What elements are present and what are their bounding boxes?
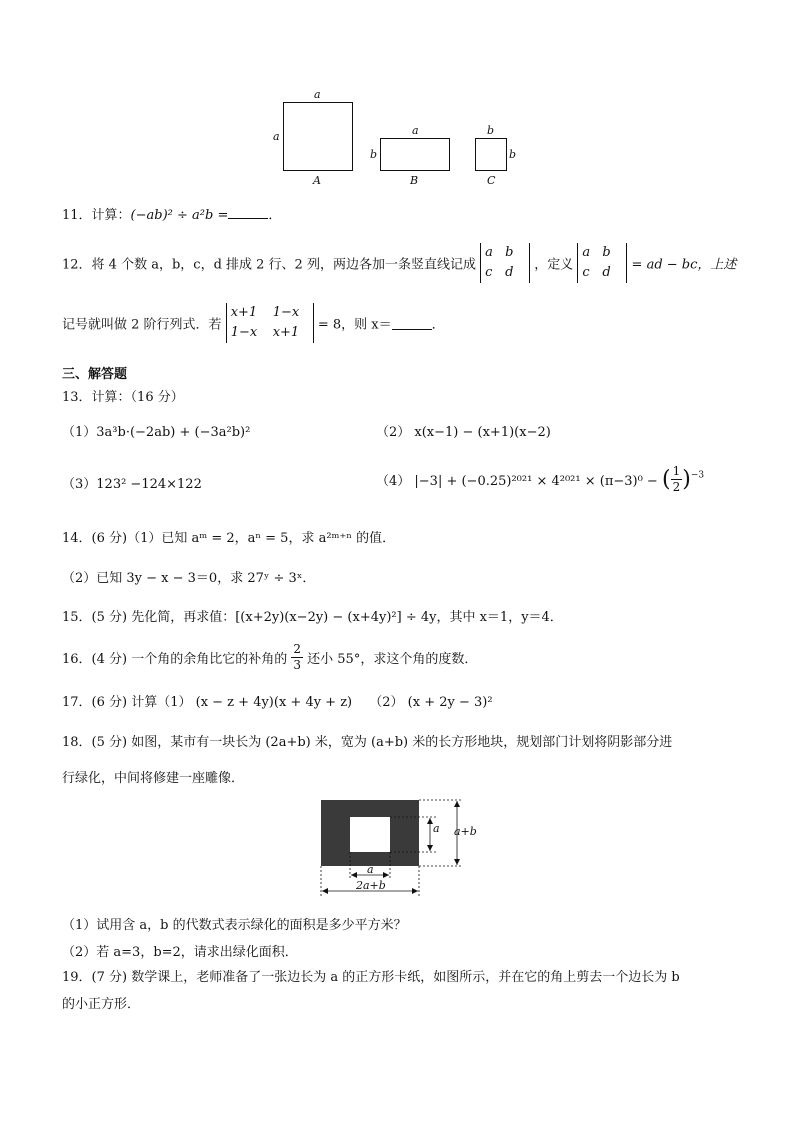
det1-a: a <box>485 245 493 260</box>
fig-label-a-horizontal: a <box>367 863 374 876</box>
rect-b-caption: B <box>410 174 419 187</box>
fig-label-2a-plus-b: 2a+b <box>356 879 386 892</box>
rect-c-top-label: b <box>487 124 495 137</box>
det2-d: d <box>602 265 611 280</box>
q13-part1: （1）3a³b·(−2ab) + (−3a²b)² <box>62 425 251 440</box>
rect-a <box>283 102 353 171</box>
det1-d: d <box>505 265 514 280</box>
det1-b: b <box>505 245 514 260</box>
rect-c-caption: C <box>487 174 496 187</box>
question-12-line1 <box>62 243 736 283</box>
dimension-lines <box>310 795 490 905</box>
q16-pre: 16．(4 分) 一个角的余角比它的补角的 <box>62 652 288 667</box>
q18-line1: 18．(5 分) 如图，某市有一块长为 (2a+b) 米，宽为 (a+b) 米的长方形地块，规划部门计划将阴影部分进 <box>62 735 673 750</box>
q13-part4 <box>376 464 704 495</box>
det3-b: 1−x <box>272 305 300 320</box>
frac-den: 2 <box>672 480 681 494</box>
q12-determinant-1 <box>480 243 530 283</box>
q11-answer-blank[interactable] <box>228 206 268 219</box>
q16-den: 3 <box>293 658 302 672</box>
q14-line2: （2）已知 3y − x − 3＝0，求 27ʸ ÷ 3ˣ． <box>62 571 316 586</box>
det3-a: x+1 <box>230 305 258 320</box>
q13-part3: （3）123² −124×122 <box>62 477 202 492</box>
q18-line2: 行绿化，中间将修建一座雕像． <box>62 771 245 786</box>
q12-line1-text: 12．将 4 个数 a，b，c，d 排成 2 行、2 列，两边各加一条竖直线记成 <box>62 257 476 273</box>
question-11 <box>62 204 281 223</box>
q11-number: 11．计算： <box>62 208 131 223</box>
frac-num: 1 <box>672 464 681 478</box>
q13-part4-fraction <box>671 464 683 495</box>
q12-end: ． <box>431 317 445 333</box>
question-17: 17．(6 分) 计算（1） (x − z + 4y)(x + 4y + z) （2） (x + 2y − 3)² <box>62 695 493 710</box>
rect-a-top-label: a <box>314 88 321 101</box>
q16-post: 还小 55°，求这个角的度数． <box>307 652 478 667</box>
det2-c: c <box>582 265 590 280</box>
det1-c: c <box>485 265 493 280</box>
q12-determinant-3 <box>226 303 314 343</box>
q13-part2: （2） x(x−1) − (x+1)(x−2) <box>376 425 551 440</box>
q14-line1: 14．(6 分)（1）已知 aᵐ = 2，aⁿ = 5，求 a²ᵐ⁺ⁿ 的值． <box>62 531 396 546</box>
det2-a: a <box>582 245 591 260</box>
rect-b <box>380 138 450 171</box>
det3-c: 1−x <box>230 325 258 340</box>
q11-expression: (−ab)² ÷ a²b = <box>130 208 229 223</box>
rect-b-side-label: b <box>370 148 378 161</box>
q13-part4-rparen: ) <box>682 467 691 492</box>
rect-c-side-label: b <box>509 148 517 161</box>
rect-c <box>475 138 507 171</box>
q16-fraction <box>291 642 303 673</box>
rect-a-caption: A <box>313 174 321 187</box>
q19-line2: 的小正方形． <box>62 997 141 1012</box>
q18-sub1: （1）试用含 a，b 的代数式表示绿化的面积是多少平方米？ <box>62 918 407 933</box>
q12-equation: = 8，则 x＝ <box>317 317 392 333</box>
q12-define-result: = ad − bc，上述 <box>631 257 737 273</box>
q12-answer-blank[interactable] <box>392 317 432 330</box>
rect-b-top-label: a <box>412 124 419 137</box>
q13-title: 13．计算：（16 分） <box>62 390 184 405</box>
q19-line1: 19．(7 分) 数学课上，老师准备了一张边长为 a 的正方形卡纸，如图所示，并在它的角上剪去一个边长为 b <box>62 970 680 985</box>
section-heading: 三、解答题 <box>62 367 128 382</box>
q13-part4-lparen: ( <box>661 467 671 492</box>
q11-end: ． <box>268 208 282 223</box>
det3-d: x+1 <box>272 325 300 340</box>
q13-part4-exponent: −3 <box>690 470 705 481</box>
q13-part4-expr: （4） |−3| + (−0.25)²⁰²¹ × 4²⁰²¹ × (π−3)⁰ − <box>376 474 658 489</box>
question-16 <box>62 642 477 673</box>
q12-determinant-2 <box>577 243 627 283</box>
question-12-line2 <box>62 303 445 343</box>
q12-define-text: ，定义 <box>534 257 574 273</box>
q16-num: 2 <box>293 642 302 656</box>
q18-sub2: （2）若 a=3，b=2，请求出绿化面积． <box>62 945 298 960</box>
question-15: 15．(5 分) 先化简，再求值：[(x+2y)(x−2y) − (x+4y)²] ÷ 4y，其中 x＝1，y＝4． <box>62 610 563 625</box>
fig-label-a-plus-b: a+b <box>454 825 477 838</box>
rect-a-side-label: a <box>273 130 280 143</box>
q12-line2-text: 记号就叫做 2 阶行列式．若 <box>62 317 222 333</box>
fig-label-a-vertical: a <box>433 822 440 835</box>
det2-b: b <box>602 245 611 260</box>
